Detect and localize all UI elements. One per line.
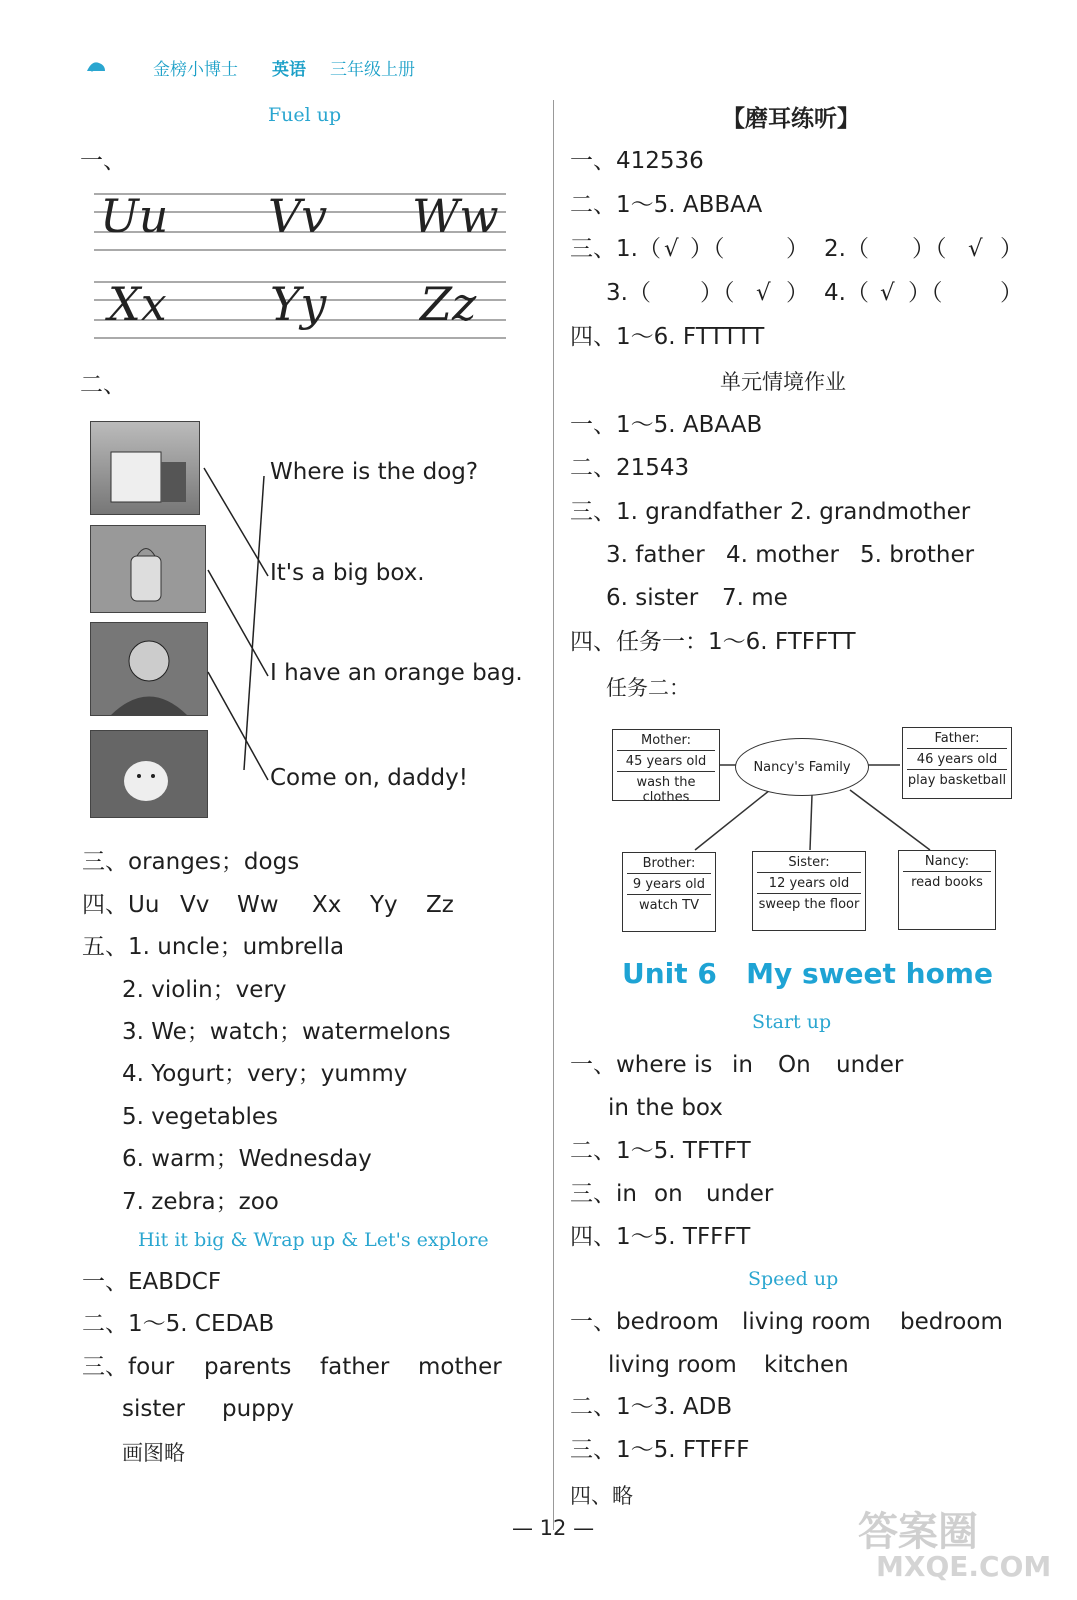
answer-q3: 三、oranges；dogs — [82, 849, 300, 875]
listen-1: 一、412536 — [570, 148, 704, 174]
letters-yy: Yy — [270, 277, 327, 331]
speed-3: 三、1～5. FTFFF — [570, 1437, 750, 1463]
start-2: 二、1～5. TFTFT — [570, 1138, 751, 1164]
unit-hw-1: 一、1～5. ABAAB — [570, 412, 763, 438]
header-brand: 金榜小博士 — [153, 60, 238, 80]
page-number: — 12 — — [512, 1516, 595, 1540]
listen-3-f: ）（ — [912, 236, 947, 262]
family-center-oval: Nancy's Family — [735, 738, 869, 796]
answer-h3-3: mother — [418, 1354, 502, 1380]
nancy-label: Nancy: — [903, 851, 991, 872]
letters-zz: Zz — [420, 277, 477, 331]
answer-h1: 一、EABDCF — [82, 1269, 222, 1295]
nancy-activity: read books — [911, 875, 983, 890]
answer-q4-5: Zz — [426, 892, 454, 918]
start-1-d: under — [836, 1052, 904, 1078]
unit-hw-3-e: 5. brother — [860, 542, 975, 568]
answer-h2: 二、1～5. CEDAB — [82, 1311, 275, 1337]
listen-3-g: √ — [968, 236, 983, 262]
mother-activity: wash the clothes — [636, 775, 696, 805]
section-title-unit-homework: 单元情境作业 — [720, 370, 846, 394]
section-title-listening: 【磨耳练听】 — [722, 106, 860, 132]
matching-lines — [200, 440, 280, 800]
listen-3-m: 4.（ — [824, 280, 869, 306]
start-4: 四、1～5. TFFFT — [570, 1224, 751, 1250]
answer-q4-1: Vv — [180, 892, 210, 918]
speed-1-c: bedroom — [900, 1309, 1003, 1335]
unit-hw-3-b: 2. grandmother — [790, 499, 971, 525]
speed-4: 四、略 — [570, 1484, 633, 1508]
family-father-box — [902, 727, 1012, 799]
letters-ww: Ww — [412, 189, 499, 243]
mother-label: Mother: — [617, 730, 715, 751]
answer-q4-3: Xx — [312, 892, 342, 918]
unit-hw-4-task2: 任务二： — [606, 676, 690, 700]
answer-q5-4: 4. Yogurt；very；yummy — [122, 1061, 408, 1087]
family-sister-box — [752, 851, 866, 931]
answer-h3-1: parents — [204, 1354, 292, 1380]
header-grade: 三年级上册 — [330, 60, 415, 80]
listen-3-b: √ — [664, 236, 679, 262]
header-subject: 英语 — [272, 60, 306, 80]
answer-q4-0: 四、Uu — [82, 892, 160, 918]
letters-uu: Uu — [100, 189, 169, 243]
listen-3-a: 三、1.（ — [570, 236, 661, 262]
picture-bag — [90, 525, 206, 613]
answer-q5-5: 5. vegetables — [122, 1104, 279, 1130]
answer-h3-0: 三、four — [82, 1354, 175, 1380]
sister-activity: sweep the floor — [758, 897, 860, 912]
listen-3-d: ） — [786, 236, 809, 262]
brother-label: Brother: — [627, 853, 711, 874]
speed-1-d: living room — [608, 1352, 737, 1378]
start-1-e: in the box — [608, 1095, 723, 1121]
speed-1-a: 一、bedroom — [570, 1309, 719, 1335]
start-1-a: 一、where is — [570, 1052, 713, 1078]
speed-1-e: kitchen — [764, 1352, 849, 1378]
column-divider — [553, 100, 554, 1530]
start-1-c: On — [778, 1052, 811, 1078]
picture-dog — [90, 730, 208, 818]
section-title-speed-up: Speed up — [748, 1268, 839, 1290]
q2-label: 二、 — [80, 372, 126, 398]
listen-3-o: ）（ — [908, 280, 943, 306]
start-3-a: 三、in — [570, 1181, 637, 1207]
family-mother-box — [612, 729, 720, 805]
answer-q5-3: 3. We；watch；watermelons — [122, 1019, 451, 1045]
unit-hw-3-g: 7. me — [722, 585, 788, 611]
listen-3-k: √ — [756, 280, 771, 306]
answer-h3-2: father — [320, 1354, 390, 1380]
match-sentence-1: Where is the dog? — [270, 459, 479, 485]
picture-box — [90, 421, 200, 515]
listen-3-l: ） — [786, 280, 809, 306]
unit-hw-3-c: 3. father — [606, 542, 705, 568]
answer-h3-5: puppy — [222, 1396, 294, 1422]
listen-4: 四、1～6. FTTTTT — [570, 324, 765, 350]
q1-label: 一、 — [80, 148, 126, 174]
section-title-fuel-up: Fuel up — [268, 104, 342, 126]
speed-1-b: living room — [742, 1309, 871, 1335]
start-3-b: on — [654, 1181, 683, 1207]
answer-q5-7: 7. zebra；zoo — [122, 1189, 279, 1215]
answer-q4-4: Yy — [370, 892, 398, 918]
brother-age: 9 years old — [627, 874, 711, 895]
father-activity: play basketball — [907, 773, 1007, 788]
listen-2: 二、1～5. ABBAA — [570, 192, 763, 218]
listen-3-i: 3.（ — [606, 280, 651, 306]
section-title-hit-it-big: Hit it big & Wrap up & Let's explore — [138, 1229, 489, 1251]
answer-h3-4: sister — [122, 1396, 185, 1422]
unit-hw-3-a: 三、1. grandfather — [570, 499, 782, 525]
start-3-c: under — [706, 1181, 774, 1207]
unit-hw-2: 二、21543 — [570, 455, 690, 481]
sister-age: 12 years old — [757, 873, 861, 894]
match-sentence-3: I have an orange bag. — [270, 660, 523, 686]
sister-label: Sister: — [757, 852, 861, 873]
answer-q4-2: Ww — [237, 892, 279, 918]
unit-hw-3-d: 4. mother — [726, 542, 839, 568]
listen-3-p: ） — [1000, 280, 1023, 306]
family-brother-box — [622, 852, 716, 932]
unit-hw-4: 四、任务一：1～6. FTFFTT — [570, 629, 856, 655]
watermark-logo: 答案圈 — [858, 1509, 978, 1555]
father-label: Father: — [907, 728, 1007, 749]
listen-3-j: ）（ — [700, 280, 735, 306]
unit6-title: Unit 6 My sweet home — [622, 957, 993, 990]
unit-hw-3-f: 6. sister — [606, 585, 699, 611]
start-1-b: in — [732, 1052, 753, 1078]
listen-3-c: ）（ — [690, 236, 725, 262]
family-nancy-box — [898, 850, 996, 930]
mother-age: 45 years old — [617, 751, 715, 772]
match-sentence-4: Come on, daddy! — [270, 765, 468, 791]
answer-h3-draw: 画图略 — [122, 1441, 185, 1465]
brother-activity: watch TV — [638, 898, 700, 913]
watermark-url: MXQE.COM — [876, 1550, 1052, 1583]
match-sentence-2: It's a big box. — [270, 560, 425, 586]
listen-3-e: 2.（ — [824, 236, 869, 262]
header-logo-icon — [86, 58, 106, 72]
father-age: 46 years old — [907, 749, 1007, 770]
section-title-start-up: Start up — [752, 1011, 832, 1033]
answer-q5-2: 2. violin；very — [122, 977, 287, 1003]
answer-q5-6: 6. warm；Wednesday — [122, 1146, 372, 1172]
letters-vv: Vv — [268, 189, 328, 243]
listen-3-h: ） — [1000, 236, 1023, 262]
letters-xx: Xx — [108, 277, 167, 331]
listen-3-n: √ — [880, 280, 895, 306]
speed-2: 二、1～3. ADB — [570, 1394, 733, 1420]
answer-q5-1: 五、1. uncle；umbrella — [82, 934, 345, 960]
picture-man — [90, 622, 208, 716]
